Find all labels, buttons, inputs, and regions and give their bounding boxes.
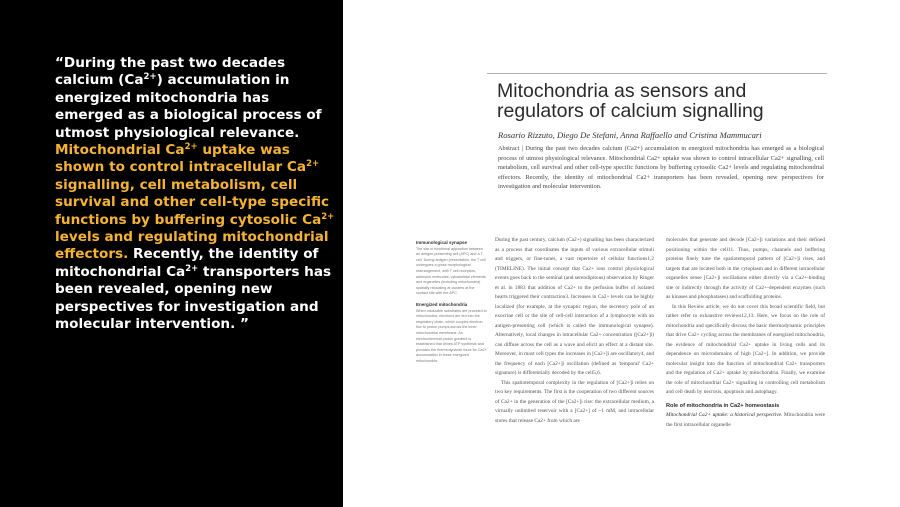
quote-panel bbox=[0, 0, 343, 507]
body-column-2 bbox=[666, 236, 825, 430]
glossary-definition: When oxidizable substrates are provided to mitochondria, electrons are fed into the respiratory chain, which couples electron flux to proton pumps across the inner mitochondrial membrane. An electrochemical proton gradient is established that drives ATP synthesis and provides the thermodynamic force for Ca2+ accumulation in these energized mitochondria. bbox=[416, 308, 487, 363]
title-rule bbox=[487, 73, 827, 74]
paper-excerpt bbox=[389, 68, 829, 460]
glossary-definition: The site of functional apposition between an antigen-presenting cell (APC) and a T cell. During antigen presentation, the T cell undergoes a gross morphological rearrangement, with T cell receptors, adhesion molecules, cytoskeletal elements and organelles (including mitochondria) spatially relocating at clusters at the contact site with the APC. bbox=[416, 246, 486, 296]
glossary-term: Immunological synapse bbox=[416, 240, 468, 245]
body-paragraph: In this Review article, we do not cover this broad scientific field, but rather refer to exhaustive reviews12,13. Here, we focus on the role of mitochondria and specifically discuss the basic thermodynamic principles that drive Ca2+ cycling across the membranes of energized mitochondria, the evidence of mitochondrial Ca2+ uptake in living cells and its dependence on microdomains of high [Ca2+]. In addition, we provide molecular insight into the function of mitochondrial Ca2+ transporters and the regulation of Ca2+ uptake by mitochondria. Finally, we examine the role of mitochondrial Ca2+ signalling in controlling cell metabolism and cell death by necrosis, apoptosis and autophagy. bbox=[666, 303, 825, 395]
glossary-sidebar bbox=[416, 240, 487, 369]
paper-title: Mitochondria as sensors and regulators of calcium signalling bbox=[497, 80, 764, 122]
quote-highlight: Mitochondrial $Ca^{2+}$ uptake was shown to control intracellular $Ca^{2+}$ signalling, cell metabolism, cell survival and other cell-type specific functions by buffering cytosolic $Ca^{2+}$ levels and regulating mitochondrial effectors. bbox=[55, 142, 335, 263]
body-column-1 bbox=[495, 236, 654, 426]
quote-text: “During the past two decades calcium $(Ca^{2+})$ accumulation in energized mitochondria has emerged as a biological process of utmost physiological relevance. Mitochondrial $Ca^{2+}$ uptake was shown to control intracellular $Ca^{2+}$ signalling, cell metabolism, cell survival and other cell-type specific functions by buffering cytosolic $Ca^{2+}$ levels and regulating mitochondrial effectors. Recently, the identity of mitochondrial $Ca^{2+}$ transporters has been revealed, opening new perspectives for investigation and molecular intervention. ” bbox=[55, 55, 335, 333]
body-paragraph: Mitochondria were the first intracellular organelle bbox=[666, 412, 826, 428]
subsection-heading: Mitochondrial Ca2+ uptake: a historical perspective. bbox=[666, 412, 783, 418]
paper-authors: Rosario Rizzuto, Diego De Stefani, Anna Raffaello and Cristina Mammucari bbox=[498, 130, 762, 140]
paper-abstract: Abstract | During the past two decades calcium (Ca2+) accumulation in energized mitochondria has emerged as a biological process of utmost physiological relevance. Mitochondrial Ca2+ uptake was shown to control intracellular Ca2+ signalling, cell metabolism, cell survival and other cell-type specific functions by buffering cytosolic Ca2+ levels and regulating mitochondrial effectors. Recently, the identity of mitochondrial Ca2+ transporters has been revealed, opening new perspectives for investigation and molecular intervention. bbox=[498, 145, 824, 191]
body-paragraph: During the past century, calcium (Ca2+) signalling has been characterized as a process that coordinates the inputs of various extracellular stimuli and triggers, or fine-tunes, a vast repertoire of cellular functions1,2 (TIMELINE). The initial concept that Ca2+ ions control physiological events goes back to the seminal (and serendipitous) observation by Ringer et al. in 1883 that addition of Ca2+ to the perfusion buffer of isolated hearts triggered their contraction3. Increases in Ca2+ levels can be highly localized (for example, at the synaptic region, the secretory pole of an exocrine cell or the site of cell-cell interaction of a lymphocyte with an antigen-presenting cell (which is called the immunological synapse). Alternatively, local changes in intracellular Ca2+ concentration ([Ca2+]i) can diffuse across the cell as a wave and elicit an effect at a distant site. Moreover, in most cell types the increases in [Ca2+]i are oscillatory4, and the frequency of each [Ca2+]i oscillation (defined as 'temporal' Ca2+ signature) is differentially decoded by the cell5,6. bbox=[495, 237, 654, 376]
body-paragraph: molecules that generate and decode [Ca2+]i variations and their defined positioning within the cell11. Thus, pumps, channels and buffering proteins finely tune the spatiotemporal pattern of [Ca2+]i rises, and targets that are located both in the cytoplasm and in different intracellular organelles sense [Ca2+]i oscillations either directly via a Ca2+-binding site or indirectly through the activity of Ca2+-dependent enzymes (such as kinases and phosphatases) and scaffolding proteins. bbox=[666, 237, 825, 300]
glossary-term: Energized mitochondria bbox=[416, 301, 468, 307]
section-heading: Role of mitochondria in Ca2+ homeostasis bbox=[666, 402, 780, 409]
body-paragraph: This spatiotemporal complexity in the regulation of [Ca2+]i relies on two key requirements. The first is the cooperation of two different sources of Ca2+ in the generation of the [Ca2+]i rise: the extracellular medium, a virtually unlimited reservoir with a [Ca2+] of ~1 mM, and intracellular stores that release Ca2+ from which are bbox=[495, 379, 654, 424]
